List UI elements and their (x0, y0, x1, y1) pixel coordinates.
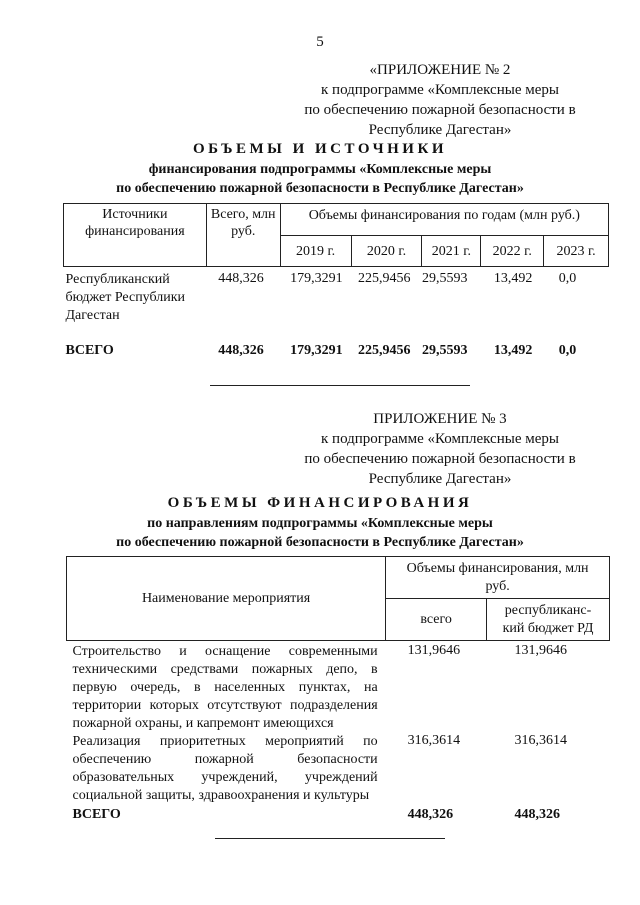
row-total: 448,326 (218, 271, 264, 286)
total-row (67, 807, 610, 831)
header-total: Всего, млн руб. (206, 204, 280, 267)
activity-rep-budget: 131,9646 (514, 643, 568, 658)
total-2022: 13,492 (493, 342, 533, 358)
row-2022: 13,492 (493, 271, 533, 286)
activity-all: 316,3614 (407, 733, 461, 748)
appendix-3-line3: по обеспечению пожарной безопасности в (304, 451, 576, 467)
section-1-title: ОБЪЕМЫ И ИСТОЧНИКИ (192, 141, 448, 157)
section-1-subtitle-2: по обеспечению пожарной безопасности в Республике Дагестан» (116, 181, 524, 196)
total-row (64, 337, 609, 367)
table-row (64, 267, 609, 337)
page-number: 5 (316, 34, 324, 50)
separator-line (215, 838, 445, 839)
total-rep-budget: 448,326 (514, 807, 561, 822)
section-1-subtitle-1: финансирования подпрограммы «Комплексные меры (148, 162, 492, 177)
row-2019: 179,3291 (290, 271, 343, 286)
appendix-2-line4: Республике Дагестан» (368, 122, 512, 138)
activity-rep-budget: 316,3614 (514, 733, 568, 748)
total-2023: 0,0 (558, 342, 577, 358)
total-all: 448,326 (407, 807, 454, 822)
appendix-2-header (290, 60, 590, 140)
table-row (67, 641, 610, 734)
header-volumes: Объемы финансирования, млн руб. (386, 557, 610, 599)
financing-by-year-table (63, 203, 609, 367)
header-activity-name: Наименование мероприятия (67, 557, 386, 641)
header-year: 2022 г. (481, 236, 544, 267)
appendix-3-line2: к подпрограмме «Комплексные меры (321, 431, 559, 447)
financing-by-activity-table (66, 556, 610, 831)
total-2021: 29,5593 (421, 342, 468, 358)
appendix-3-header (290, 409, 590, 489)
total-2020: 225,9456 (358, 342, 411, 358)
section-2-title: ОБЪЕМЫ ФИНАНСИРОВАНИЯ (167, 495, 473, 511)
header-year: 2023 г. (544, 236, 609, 267)
header-rep-budget: республиканс-кий бюджет РД (487, 599, 610, 641)
header-all: всего (386, 599, 487, 641)
appendix-2-line3: по обеспечению пожарной безопасности в (304, 102, 576, 118)
appendix-3-line4: Республике Дагестан» (368, 471, 512, 487)
activity-name: Строительство и оснащение современными техническими средствами пожарных депо, в первую очередь, в населенных пунктах, на территории которых отсутствуют подразделения пожарной охраны, и капремонт имеющихся (72, 644, 378, 731)
header-year: 2019 г. (280, 236, 351, 267)
separator-line (210, 385, 470, 386)
appendix-3-line1: ПРИЛОЖЕНИЕ № 3 (373, 411, 507, 427)
header-source: Источники финансирования (64, 204, 207, 267)
header-volumes-by-year: Объемы финансирования по годам (млн руб.) (280, 204, 608, 236)
table-row (67, 733, 610, 807)
appendix-2-line1: «ПРИЛОЖЕНИЕ № 2 (369, 62, 511, 78)
total-label: ВСЕГО (65, 342, 114, 358)
total-total: 448,326 (218, 342, 264, 358)
total-label: ВСЕГО (72, 807, 121, 822)
activity-name: Реализация приоритетных мероприятий по обеспечению пожарной безопасности образовательных учреждений, учреждений социальной защиты, здравоохранения и культуры (72, 734, 378, 803)
appendix-2-line2: к подпрограмме «Комплексные меры (321, 82, 559, 98)
activity-all: 131,9646 (407, 643, 461, 658)
total-2019: 179,3291 (290, 342, 343, 358)
row-2023: 0,0 (558, 271, 577, 286)
section-2-subtitle-1: по направлениям подпрограммы «Комплексные меры (147, 516, 493, 531)
row-2021: 29,5593 (421, 271, 468, 286)
row-2020: 225,9456 (358, 271, 411, 286)
row-source: Республиканский бюджет Республики Дагестан (65, 272, 186, 323)
section-2-subtitle-2: по обеспечению пожарной безопасности в Республике Дагестан» (116, 535, 524, 550)
header-year: 2021 г. (422, 236, 481, 267)
header-year: 2020 г. (351, 236, 422, 267)
